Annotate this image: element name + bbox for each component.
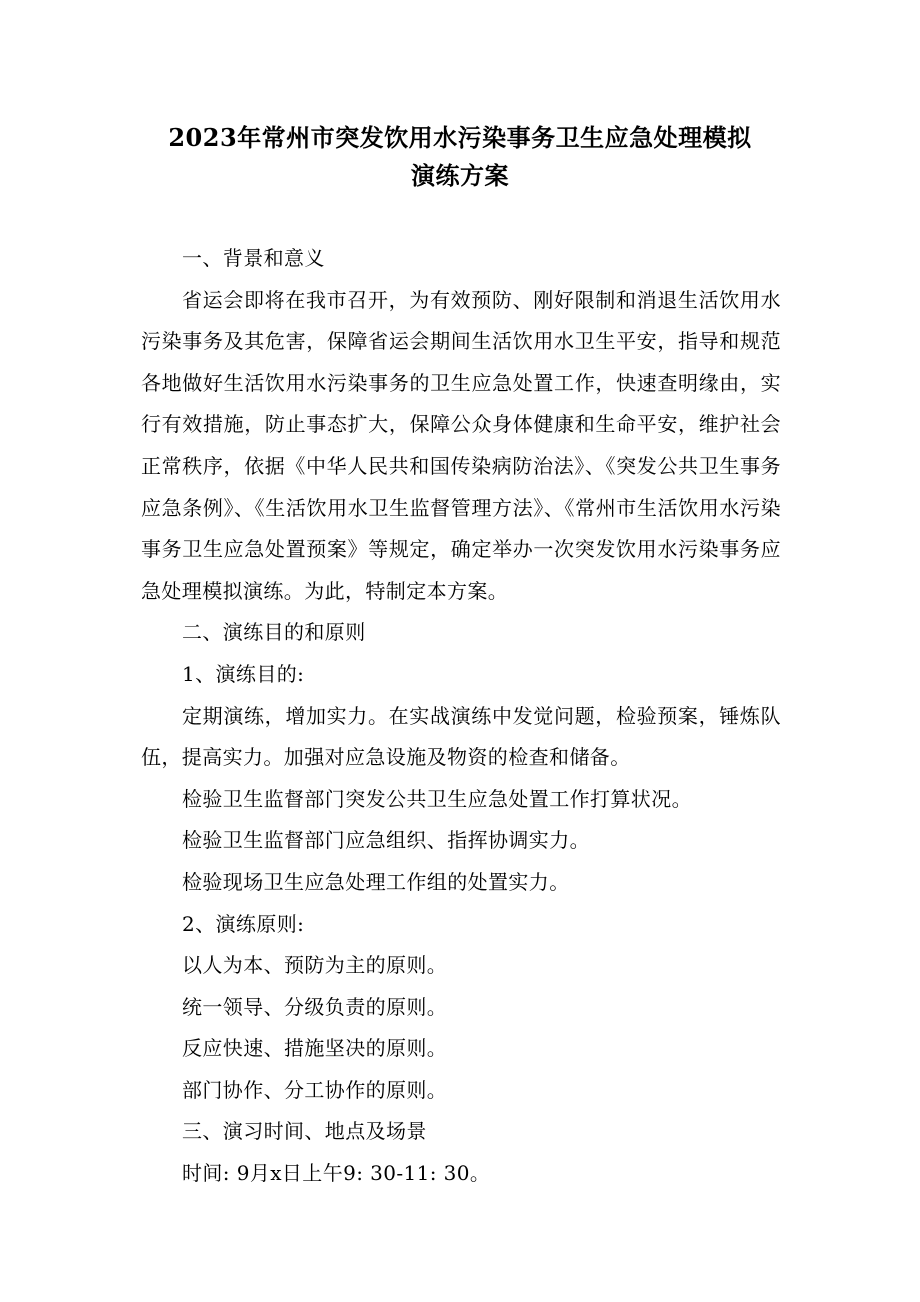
paragraph-purpose-item-3: 检验现场卫生应急处理工作组的处置实力。 <box>182 869 570 894</box>
paragraph-purpose-item-1: 检验卫生监督部门突发公共卫生应急处置工作打算状况。 <box>182 786 692 811</box>
paragraph-purpose-item-2: 检验卫生监督部门应急组织、指挥协调实力。 <box>182 828 590 853</box>
paragraph-time: 时间: 9月x日上午9: 30-11: 30。 <box>182 1161 491 1186</box>
document-title-line-1: 2023年常州市突发饮用水污染事务卫生应急处理模拟 <box>168 123 752 152</box>
principle-item-3: 反应快速、措施坚决的原则。 <box>182 1036 448 1061</box>
document-body <box>141 238 781 1195</box>
section-heading-time-location: 三、演习时间、地点及场景 <box>182 1119 427 1144</box>
section-heading-purpose-principles: 二、演练目的和原则 <box>182 620 366 645</box>
paragraph-purpose: 定期演练，增加实力。在实战演练中发觉问题，检验预案，锤炼队伍，提高实力。加强对应急设施及物资的检查和储备。 <box>141 703 781 770</box>
section-heading-background: 一、背景和意义 <box>182 246 325 270</box>
subheading-purpose: 1、演练目的: <box>182 661 305 686</box>
subheading-principles: 2、演练原则: <box>182 911 305 936</box>
document-title-line-2: 演练方案 <box>411 161 509 190</box>
principle-item-2: 统一领导、分级负责的原则。 <box>182 994 448 1019</box>
principle-item-4: 部门协作、分工协作的原则。 <box>182 1077 448 1102</box>
paragraph-background: 省运会即将在我市召开，为有效预防、刚好限制和消退生活饮用水污染事务及其危害，保障省运会期间生活饮用水卫生平安，指导和规范各地做好生活饮用水污染事务的卫生应急处置工作，快速查明缘由，实行有效措施，防止事态扩大，保障公众身体健康和生命平安，维护社会正常秩序，依据《中华人民共和国传染病防治法》、《突发公共卫生事务应急条例》、《生活饮用水卫生监督管理方法》、《常州市生活饮用水污染事务卫生应急处置预案》等规定，确定举办一次突发饮用水污染事务应急处理模拟演练。为此，特制定本方案。 <box>141 287 781 603</box>
principle-item-1: 以人为本、预防为主的原则。 <box>182 953 448 978</box>
